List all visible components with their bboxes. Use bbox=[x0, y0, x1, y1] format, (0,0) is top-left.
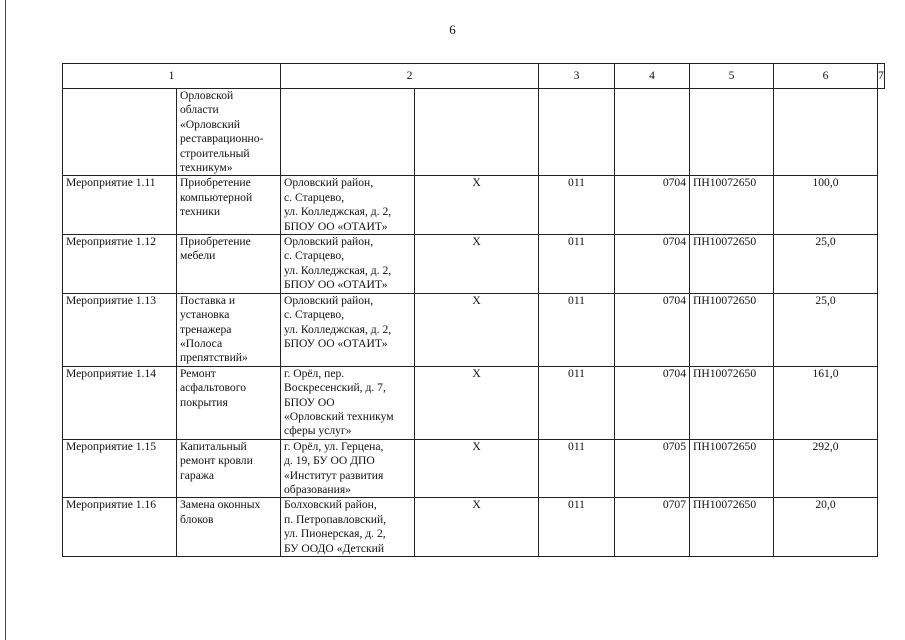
header-col-3: 3 bbox=[539, 64, 615, 89]
cell-col-3: Х bbox=[415, 235, 539, 294]
cell-col-5 bbox=[615, 89, 690, 176]
cell-measure-id bbox=[63, 89, 177, 176]
table-row bbox=[63, 439, 885, 498]
table-row bbox=[63, 498, 885, 557]
header-col-6: 6 bbox=[774, 64, 878, 89]
cell-measure-id: Мероприятие 1.15 bbox=[63, 439, 177, 498]
header-col-1: 1 bbox=[63, 64, 281, 89]
cell-col-3: Х bbox=[415, 439, 539, 498]
cell-col-4: 011 bbox=[539, 498, 615, 557]
table-row bbox=[63, 176, 885, 235]
cell-col-4 bbox=[539, 89, 615, 176]
cell-measure-name: Приобретение компьютерной техники bbox=[177, 176, 281, 235]
budget-table bbox=[62, 63, 885, 557]
header-col-2: 2 bbox=[281, 64, 539, 89]
cell-col-7: 161,0 bbox=[774, 366, 878, 439]
cell-col-4: 011 bbox=[539, 235, 615, 294]
cell-col-7: 20,0 bbox=[774, 498, 878, 557]
cell-col-4: 011 bbox=[539, 176, 615, 235]
cell-col-6: ПН10072650 bbox=[690, 366, 774, 439]
table-header-row bbox=[63, 64, 885, 89]
cell-col-5: 0704 bbox=[615, 235, 690, 294]
cell-measure-id: Мероприятие 1.14 bbox=[63, 366, 177, 439]
cell-measure-name: Ремонт асфальтового покрытия bbox=[177, 366, 281, 439]
cell-col-5: 0704 bbox=[615, 366, 690, 439]
cell-col-7: 25,0 bbox=[774, 293, 878, 366]
table-row bbox=[63, 89, 885, 176]
cell-measure-id: Мероприятие 1.16 bbox=[63, 498, 177, 557]
header-col-5: 5 bbox=[690, 64, 774, 89]
cell-col-7: 25,0 bbox=[774, 235, 878, 294]
cell-address bbox=[281, 89, 415, 176]
page-edge-line bbox=[5, 0, 6, 640]
cell-address: г. Орёл, пер. Воскресенский, д. 7, БПОУ ОО «Орловский техникум сферы услуг» bbox=[281, 366, 415, 439]
cell-col-6: ПН10072650 bbox=[690, 498, 774, 557]
cell-address: Орловский район, с. Старцево, ул. Колледжская, д. 2, БПОУ ОО «ОТАИТ» bbox=[281, 293, 415, 366]
cell-col-5: 0707 bbox=[615, 498, 690, 557]
cell-address: Болховский район, п. Петропавловский, ул. Пионерская, д. 2, БУ ООДО «Детский bbox=[281, 498, 415, 557]
table-row bbox=[63, 366, 885, 439]
header-col-4: 4 bbox=[615, 64, 690, 89]
cell-measure-id: Мероприятие 1.11 bbox=[63, 176, 177, 235]
cell-col-6 bbox=[690, 89, 774, 176]
cell-measure-name: Приобретение мебели bbox=[177, 235, 281, 294]
cell-col-4: 011 bbox=[539, 293, 615, 366]
cell-measure-name: Орловской области «Орловский реставрационно- строительный техникум» bbox=[177, 89, 281, 176]
cell-col-6: ПН10072650 bbox=[690, 235, 774, 294]
header-col-7: 7 bbox=[878, 64, 885, 89]
cell-col-6: ПН10072650 bbox=[690, 293, 774, 366]
cell-col-3: Х bbox=[415, 366, 539, 439]
cell-col-5: 0705 bbox=[615, 439, 690, 498]
cell-measure-id: Мероприятие 1.12 bbox=[63, 235, 177, 294]
cell-measure-name: Поставка и установка тренажера «Полоса препятствий» bbox=[177, 293, 281, 366]
cell-col-6: ПН10072650 bbox=[690, 176, 774, 235]
page-number: 6 bbox=[449, 22, 456, 37]
cell-col-3: Х bbox=[415, 498, 539, 557]
cell-address: Орловский район, с. Старцево, ул. Колледжская, д. 2, БПОУ ОО «ОТАИТ» bbox=[281, 176, 415, 235]
cell-col-6: ПН10072650 bbox=[690, 439, 774, 498]
cell-measure-name: Замена оконных блоков bbox=[177, 498, 281, 557]
cell-col-7: 292,0 bbox=[774, 439, 878, 498]
cell-col-5: 0704 bbox=[615, 293, 690, 366]
cell-measure-id: Мероприятие 1.13 bbox=[63, 293, 177, 366]
cell-col-4: 011 bbox=[539, 439, 615, 498]
cell-col-4: 011 bbox=[539, 366, 615, 439]
cell-col-3 bbox=[415, 89, 539, 176]
cell-measure-name: Капитальный ремонт кровли гаража bbox=[177, 439, 281, 498]
cell-col-7: 100,0 bbox=[774, 176, 878, 235]
cell-address: г. Орёл, ул. Герцена, д. 19, БУ ОО ДПО «Институт развития образования» bbox=[281, 439, 415, 498]
table-row bbox=[63, 235, 885, 294]
table-body bbox=[63, 64, 885, 557]
table-row bbox=[63, 293, 885, 366]
cell-col-3: Х bbox=[415, 293, 539, 366]
cell-address: Орловский район, с. Старцево, ул. Колледжская, д. 2, БПОУ ОО «ОТАИТ» bbox=[281, 235, 415, 294]
cell-col-7 bbox=[774, 89, 878, 176]
cell-col-3: Х bbox=[415, 176, 539, 235]
cell-col-5: 0704 bbox=[615, 176, 690, 235]
